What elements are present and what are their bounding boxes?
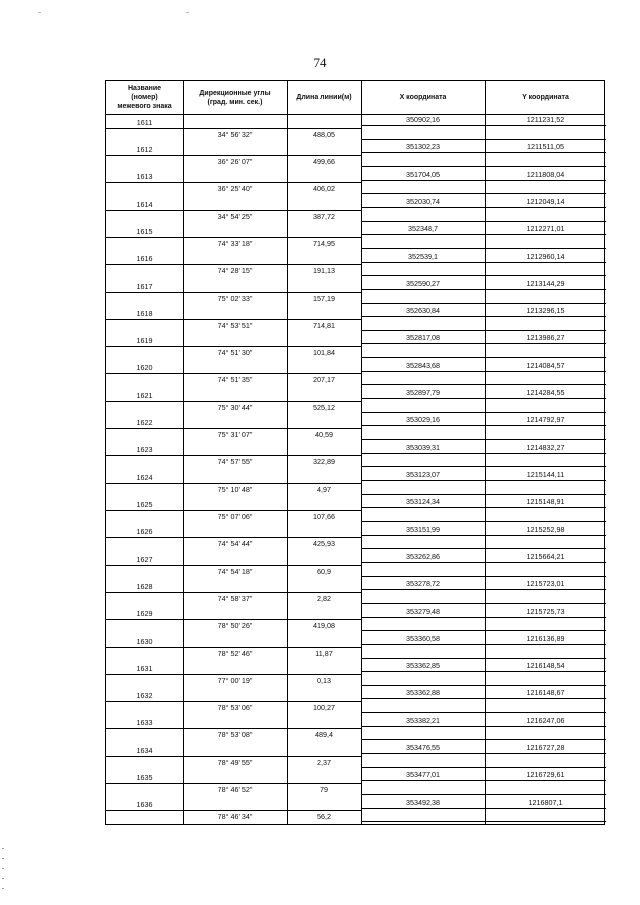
- x-coordinate: 353124,34: [406, 497, 440, 507]
- scan-mark: [186, 12, 189, 13]
- row-divider: [106, 565, 183, 566]
- line-length: 40,59: [315, 430, 333, 440]
- header-direction: [183, 81, 287, 114]
- line-length: 4,97: [317, 484, 331, 494]
- direction-angle: 75° 10' 48": [217, 484, 253, 494]
- row-divider: [106, 264, 183, 265]
- row-divider: [106, 619, 183, 620]
- row-divider: [361, 685, 606, 686]
- row-divider: [361, 821, 606, 822]
- y-coordinate: 1216729,61: [526, 770, 565, 780]
- line-length: 207,17: [313, 375, 335, 385]
- point-name: 1616: [136, 254, 153, 264]
- direction-angle: 78° 46' 34": [217, 812, 253, 822]
- line-length: 714,81: [313, 320, 335, 330]
- header-name-line: (номер): [131, 94, 158, 101]
- scan-dot: [2, 888, 4, 889]
- direction-angle: 78° 46' 52": [217, 785, 253, 795]
- row-divider: [183, 373, 361, 374]
- point-name: 1623: [136, 445, 153, 455]
- point-name: 1629: [136, 609, 153, 619]
- row-divider: [183, 647, 361, 648]
- y-coordinate: 1216247,06: [526, 715, 565, 725]
- row-divider: [183, 674, 361, 675]
- y-coordinate: 1215252,98: [526, 524, 565, 534]
- row-divider: [106, 128, 183, 129]
- row-divider: [361, 262, 606, 263]
- row-divider: [361, 371, 606, 372]
- row-divider: [106, 510, 183, 511]
- row-divider: [361, 412, 606, 413]
- direction-angle: 75° 31' 07": [217, 430, 253, 440]
- row-divider: [361, 589, 606, 590]
- row-divider: [361, 125, 606, 126]
- row-divider: [361, 289, 606, 290]
- direction-angle: 75° 07' 06": [217, 511, 253, 521]
- x-coordinate: 351704,05: [406, 169, 440, 179]
- header-length: [287, 81, 361, 114]
- x-coordinate: 353492,38: [406, 797, 440, 807]
- row-divider: [106, 319, 183, 320]
- row-divider: [361, 343, 606, 344]
- row-divider: [361, 453, 606, 454]
- line-length: 714,95: [313, 238, 335, 248]
- y-coordinate: 1216136,89: [526, 633, 565, 643]
- y-coordinate: 1212271,01: [526, 224, 565, 234]
- point-name: 1614: [136, 199, 153, 209]
- direction-angle: 74° 58' 37": [217, 593, 253, 603]
- row-divider: [361, 139, 606, 140]
- direction-angle: 74° 53' 51": [217, 320, 253, 330]
- row-divider: [183, 619, 361, 620]
- header-x: [361, 81, 485, 114]
- scan-dot: [2, 848, 4, 849]
- row-divider: [361, 384, 606, 385]
- row-divider: [361, 207, 606, 208]
- row-divider: [106, 182, 183, 183]
- y-coordinate: 1215664,21: [526, 551, 565, 561]
- row-divider: [361, 480, 606, 481]
- y-coordinate: 1214084,57: [526, 360, 565, 370]
- row-divider: [106, 783, 183, 784]
- point-name: 1624: [136, 472, 153, 482]
- direction-angle: 77° 00' 19": [217, 675, 253, 685]
- direction-angle: 36° 25' 40": [217, 184, 253, 194]
- direction-angle: 78° 53' 08": [217, 730, 253, 740]
- row-divider: [106, 537, 183, 538]
- y-coordinate: 1214792,97: [526, 415, 565, 425]
- row-divider: [361, 630, 606, 631]
- y-coordinate: 1216148,54: [526, 661, 565, 671]
- x-coordinate: 352630,84: [406, 306, 440, 316]
- row-divider: [183, 346, 361, 347]
- row-divider: [183, 264, 361, 265]
- row-divider: [361, 658, 606, 659]
- direction-angle: 75° 30' 44": [217, 402, 253, 412]
- point-name: 1611: [136, 117, 153, 127]
- row-divider: [183, 537, 361, 538]
- row-divider: [361, 275, 606, 276]
- point-name: 1630: [136, 636, 153, 646]
- line-length: 11,87: [315, 648, 333, 658]
- point-name: 1636: [136, 800, 153, 810]
- point-name: 1620: [136, 363, 153, 373]
- row-divider: [183, 455, 361, 456]
- row-divider: [183, 237, 361, 238]
- header-name-line: межевого знака: [117, 103, 172, 110]
- point-name: 1618: [136, 308, 153, 318]
- row-divider: [106, 155, 183, 156]
- point-name: 1621: [136, 390, 153, 400]
- header-x-line: X координата: [399, 94, 447, 101]
- row-divider: [183, 210, 361, 211]
- line-length: 0,13: [317, 675, 331, 685]
- x-coordinate: 350902,16: [406, 115, 440, 124]
- header-name: [106, 81, 183, 114]
- x-coordinate: 352590,27: [406, 278, 440, 288]
- y-coordinate: 1215148,91: [526, 497, 565, 507]
- line-length: 525,12: [313, 402, 335, 412]
- y-coordinate: 1216148,67: [526, 688, 565, 698]
- direction-angle: 74° 28' 15": [217, 266, 253, 276]
- line-length: 387,72: [313, 211, 335, 221]
- line-length: 60,9: [317, 566, 331, 576]
- x-coordinate: 352817,08: [406, 333, 440, 343]
- direction-angle: 36° 26' 07": [217, 156, 253, 166]
- row-divider: [361, 221, 606, 222]
- row-divider: [361, 330, 606, 331]
- row-divider: [361, 767, 606, 768]
- direction-angle: 74° 54' 44": [217, 539, 253, 549]
- x-coordinate: 353262,86: [406, 551, 440, 561]
- y-coordinate: 1214832,27: [526, 442, 565, 452]
- direction-angle: 78° 53' 06": [217, 703, 253, 713]
- direction-angle: 34° 56' 32": [217, 129, 253, 139]
- row-divider: [183, 756, 361, 757]
- header-direction-line: (град. мин. сек.): [207, 98, 263, 106]
- y-coordinate: 1214284,55: [526, 388, 565, 398]
- x-coordinate: 353476,55: [406, 743, 440, 753]
- row-divider: [361, 152, 606, 153]
- row-divider: [183, 155, 361, 156]
- line-length: 489,4: [315, 730, 333, 740]
- row-divider: [361, 726, 606, 727]
- x-coordinate: 352348,7: [408, 224, 438, 234]
- y-coordinate: 1211231,52: [526, 115, 565, 124]
- row-divider: [183, 483, 361, 484]
- row-divider: [361, 248, 606, 249]
- row-divider: [361, 562, 606, 563]
- point-name: 1625: [136, 499, 153, 509]
- point-name: 1615: [136, 226, 153, 236]
- row-divider: [361, 617, 606, 618]
- x-coordinate: 353477,01: [406, 770, 440, 780]
- x-coordinate: 353123,07: [406, 470, 440, 479]
- y-coordinate: 1213986,27: [526, 333, 565, 343]
- row-divider: [361, 698, 606, 699]
- point-name: 1626: [136, 527, 153, 537]
- x-coordinate: 352539,1: [408, 251, 438, 261]
- point-name: 1619: [136, 336, 153, 346]
- scan-dot: [2, 868, 4, 869]
- row-divider: [183, 292, 361, 293]
- direction-angle: 74° 54' 18": [217, 566, 253, 576]
- row-divider: [106, 647, 183, 648]
- y-coordinate: 1216807,1: [528, 797, 563, 807]
- row-divider: [106, 728, 183, 729]
- row-divider: [106, 701, 183, 702]
- row-divider: [106, 292, 183, 293]
- row-divider: [361, 671, 606, 672]
- row-divider: [361, 780, 606, 781]
- row-divider: [361, 507, 606, 508]
- line-length: 2,82: [317, 593, 331, 603]
- line-length: 100,27: [313, 703, 335, 713]
- line-length: 56,2: [317, 812, 331, 822]
- y-coordinate: 1213296,15: [526, 306, 565, 316]
- row-divider: [361, 808, 606, 809]
- row-divider: [361, 316, 606, 317]
- row-divider: [361, 494, 606, 495]
- x-coordinate: 353278,72: [406, 579, 440, 589]
- y-coordinate: 1211511,05: [527, 142, 564, 152]
- row-divider: [106, 756, 183, 757]
- row-divider: [361, 535, 606, 536]
- row-divider: [361, 180, 606, 181]
- row-divider: [106, 373, 183, 374]
- x-coordinate: 353362,88: [406, 688, 440, 698]
- y-coordinate: 1212049,14: [526, 196, 565, 206]
- y-coordinate: 1211808,04: [526, 169, 565, 179]
- coordinates-table: [105, 80, 605, 825]
- row-divider: [361, 548, 606, 549]
- header-y-line: Y координата: [522, 94, 569, 101]
- point-name: 1627: [136, 554, 153, 564]
- row-divider: [106, 428, 183, 429]
- direction-angle: 78° 50' 26": [217, 621, 253, 631]
- line-length: 499,66: [313, 156, 335, 166]
- x-coordinate: 353382,21: [406, 715, 440, 725]
- line-length: 107,66: [313, 511, 335, 521]
- line-length: 419,08: [313, 621, 335, 631]
- x-coordinate: 353039,31: [406, 442, 440, 452]
- line-length: 101,84: [313, 348, 335, 358]
- row-divider: [361, 166, 606, 167]
- row-divider: [361, 234, 606, 235]
- row-divider: [106, 346, 183, 347]
- row-divider: [183, 565, 361, 566]
- point-name: 1633: [136, 718, 153, 728]
- row-divider: [361, 644, 606, 645]
- row-divider: [361, 398, 606, 399]
- point-name: 1628: [136, 581, 153, 591]
- point-name: 1631: [136, 663, 153, 673]
- y-coordinate: 1215723,01: [526, 579, 565, 589]
- direction-angle: 74° 57' 55": [217, 457, 253, 467]
- x-coordinate: 352030,74: [406, 196, 440, 206]
- row-divider: [183, 510, 361, 511]
- row-divider: [106, 674, 183, 675]
- header-name-line: Название: [127, 85, 162, 92]
- y-coordinate: 1216727,28: [526, 743, 565, 753]
- row-divider: [106, 210, 183, 211]
- row-divider: [361, 603, 606, 604]
- x-coordinate: 353029,16: [406, 415, 440, 425]
- row-divider: [361, 576, 606, 577]
- row-divider: [361, 712, 606, 713]
- row-divider: [183, 401, 361, 402]
- direction-angle: 74° 51' 35": [217, 375, 253, 385]
- x-coordinate: 353279,48: [406, 606, 440, 616]
- row-divider: [361, 466, 606, 467]
- row-divider: [183, 728, 361, 729]
- point-name: 1632: [136, 691, 153, 701]
- row-divider: [183, 701, 361, 702]
- row-divider: [361, 739, 606, 740]
- row-divider: [361, 303, 606, 304]
- header-length-line: Длина линии(м): [296, 94, 352, 101]
- point-name: 1613: [136, 172, 153, 182]
- y-coordinate: 1213144,29: [526, 278, 565, 288]
- direction-angle: 75° 02' 33": [217, 293, 253, 303]
- x-coordinate: 353362,85: [406, 661, 440, 671]
- row-divider: [361, 425, 606, 426]
- row-divider: [183, 182, 361, 183]
- scan-dot: [2, 878, 4, 879]
- line-length: 488,05: [313, 129, 335, 139]
- line-length: 157,19: [313, 293, 335, 303]
- header-direction-line: Дирекционные углы: [199, 89, 271, 97]
- row-divider: [361, 439, 606, 440]
- x-coordinate: 352843,68: [406, 360, 440, 370]
- direction-angle: 74° 51' 30": [217, 348, 253, 358]
- point-name: 1622: [136, 418, 153, 428]
- page-number: 74: [313, 55, 327, 70]
- row-divider: [106, 401, 183, 402]
- scan-mark: [38, 12, 41, 13]
- line-length: 406,02: [313, 184, 335, 194]
- direction-angle: 74° 33' 18": [217, 238, 253, 248]
- row-divider: [361, 753, 606, 754]
- row-divider: [361, 794, 606, 795]
- row-divider: [361, 193, 606, 194]
- row-divider: [183, 128, 361, 129]
- direction-angle: 78° 52' 46": [217, 648, 253, 658]
- y-coordinate: 1212960,14: [526, 251, 565, 261]
- row-divider: [183, 810, 361, 811]
- row-divider: [361, 357, 606, 358]
- row-divider: [106, 237, 183, 238]
- line-length: 79: [320, 785, 328, 795]
- x-coordinate: 351302,23: [406, 142, 440, 152]
- point-name: 1635: [136, 773, 153, 783]
- line-length: 2,37: [317, 757, 331, 767]
- point-name: 1617: [136, 281, 153, 291]
- row-divider: [361, 521, 606, 522]
- row-divider: [183, 592, 361, 593]
- header-y: [485, 81, 606, 114]
- direction-angle: 78° 49' 55": [217, 757, 253, 767]
- line-length: 191,13: [313, 266, 335, 276]
- x-coordinate: 353360,58: [406, 633, 440, 643]
- row-divider: [106, 455, 183, 456]
- row-divider: [183, 428, 361, 429]
- row-divider: [183, 319, 361, 320]
- row-divider: [106, 483, 183, 484]
- row-divider: [106, 592, 183, 593]
- y-coordinate: 1215144,11: [526, 470, 565, 479]
- y-coordinate: 1215725,73: [526, 606, 565, 616]
- line-length: 322,89: [313, 457, 335, 467]
- row-divider: [106, 810, 183, 811]
- x-coordinate: 353151,99: [406, 524, 440, 534]
- line-length: 425,93: [313, 539, 335, 549]
- direction-angle: 34° 54' 25": [217, 211, 253, 221]
- point-name: 1612: [136, 144, 153, 154]
- scan-dot: [2, 858, 4, 859]
- point-name: 1634: [136, 745, 153, 755]
- row-divider: [183, 783, 361, 784]
- x-coordinate: 352897,79: [406, 388, 440, 398]
